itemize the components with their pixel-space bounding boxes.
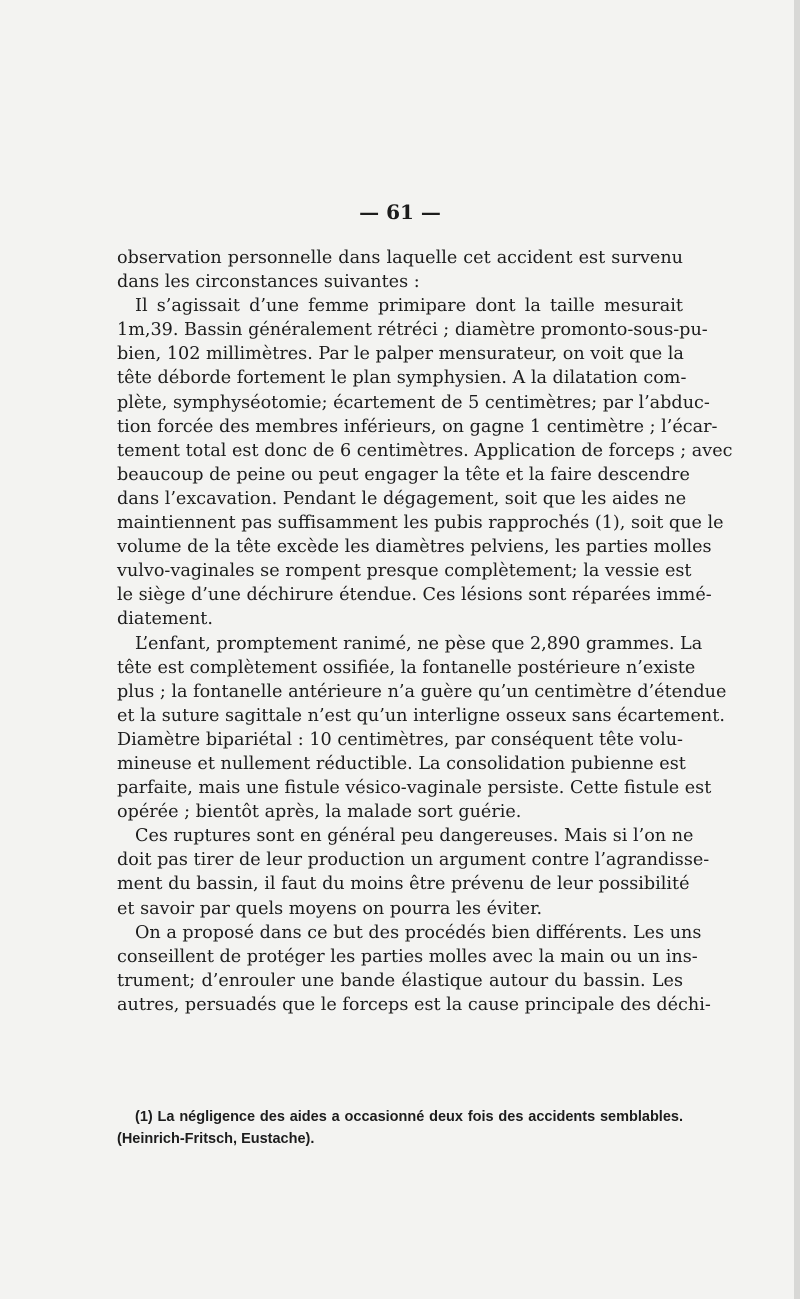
text-line: et la suture sagittale n’est qu’un interligne osseux sans écartement.: [117, 705, 725, 726]
text-line: tête déborde fortement le plan symphysien. A la dilatation com-: [117, 368, 687, 389]
text-line: 1m,39. Bassin généralement rétréci ; diamètre promonto-sous-pu-: [117, 320, 708, 341]
text-line: conseillent de protéger les parties molles avec la main ou un ins-: [117, 946, 698, 967]
text-line: opérée ; bientôt après, la malade sort guérie.: [117, 802, 522, 823]
text-line: Il s’agissait d’une femme primipare dont la taille mesurait: [135, 296, 683, 317]
text-line: On a proposé dans ce but des procédés bien différents. Les uns: [135, 922, 702, 943]
text-line: autres, persuadés que le forceps est la cause principale des déchi-: [117, 994, 711, 1015]
footnote-line: (1) La négligence des aides a occasionné deux fois des accidents semblables.: [135, 1109, 683, 1125]
text-line: ment du bassin, il faut du moins être prévenu de leur possibilité: [117, 874, 690, 895]
text-line: tion forcée des membres inférieurs, on gagne 1 centimètre ; l’écar-: [117, 416, 718, 437]
text-line: plète, symphyséotomie; écartement de 5 centimètres; par l’abduc-: [117, 392, 710, 413]
text-line: dans l’excavation. Pendant le dégagement, soit que les aides ne: [117, 488, 687, 509]
text-line: parfaite, mais une fistule vésico-vaginale persiste. Cette fistule est: [117, 778, 712, 799]
text-line: Ces ruptures sont en général peu dangereuses. Mais si l’on ne: [135, 826, 694, 847]
text-line: dans les circonstances suivantes :: [117, 272, 420, 293]
page-edge: [794, 0, 800, 1299]
text-line: mineuse et nullement réductible. La consolidation pubienne est: [117, 753, 686, 774]
text-line: beaucoup de peine ou peut engager la tête et la faire descendre: [117, 464, 690, 485]
text-line: le siège d’une déchirure étendue. Ces lésions sont réparées immé-: [117, 585, 712, 606]
text-line: diatement.: [117, 609, 213, 630]
text-line: volume de la tête excède les diamètres pelviens, les parties molles: [117, 537, 712, 558]
text-line: maintiennent pas suffisamment les pubis rapprochés (1), soit que le: [117, 513, 724, 534]
footnote-line: (Heinrich-Fritsch, Eustache).: [117, 1131, 315, 1147]
page-number: — 61 —: [359, 200, 441, 224]
text-line: doit pas tirer de leur production un argument contre l’agrandisse-: [117, 850, 710, 871]
text-line: plus ; la fontanelle antérieure n’a guère qu’un centimètre d’étendue: [117, 681, 727, 702]
text-line: trument; d’enrouler une bande élastique autour du bassin. Les: [117, 970, 683, 991]
text-line: tement total est donc de 6 centimètres. Application de forceps ; avec: [117, 440, 733, 461]
text-line: bien, 102 millimètres. Par le palper mensurateur, on voit que la: [117, 344, 684, 365]
footnote: [117, 1106, 683, 1150]
text-line: tête est complètement ossifiée, la fontanelle postérieure n’existe: [117, 657, 696, 678]
text-line: Diamètre bipariétal : 10 centimètres, par conséquent tête volu-: [117, 729, 683, 750]
text-line: vulvo-vaginales se rompent presque complètement; la vessie est: [117, 561, 692, 582]
text-line: L’enfant, promptement ranimé, ne pèse que 2,890 grammes. La: [135, 633, 703, 654]
text-line: observation personnelle dans laquelle cet accident est survenu: [117, 248, 683, 268]
text-line: et savoir par quels moyens on pourra les éviter.: [117, 898, 543, 919]
body-text: [117, 246, 733, 1017]
